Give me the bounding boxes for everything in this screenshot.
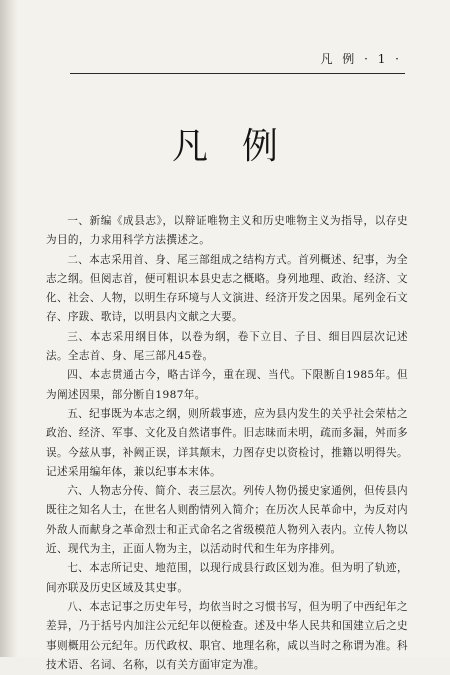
- paragraph-7: 七、本志所记史、地范围，以现行成县行政区划为准。但为明了轨迹，间亦联及历史区域及其史事。: [46, 562, 408, 594]
- paragraph-8: 八、本志记事之历史年号，均依当时之习惯书写，但为明了中西纪年之差异，乃于括号内加注公元纪年以便检查。述及中华人民共和国建立后之史事则概用公元纪年。历代政权、职官、地理名称，咸以当时之称谓为准。科技术语、名词、名称，以有关方面审定为准。: [46, 600, 408, 671]
- paragraph-6: 六、人物志分传、简介、表三层次。列传人物仍援史家通例，但传县内既往之知名人士，在世名人则酌情列入简介；在历次人民革命中，为反对内外敌人而献身之革命烈士和正式命名之省级模范人物列入表内。立传人物以近、现代为主，正面人物为主，以活动时代和生年为序排列。: [46, 485, 408, 556]
- paragraph-2: 二、本志采用首、身、尾三部组成之结构方式。首列概述、纪事，为全志之纲。但阅志首，便可粗识本县史志之概略。身列地理、政治、经济、文化、社会、人物，以明生存环境与人文演进、经济开发之因果。尾列金石文存、序跋、歌诗，以明县内文献之大要。: [46, 253, 408, 324]
- paragraph-3: 三、本志采用纲目体，以卷为纲，卷下立目、子目、细目四层次记述法。全志首、身、尾三部凡45卷。: [46, 330, 408, 363]
- running-header: 凡 例 · 1 ·: [320, 52, 402, 66]
- page-title: 凡例: [171, 126, 312, 167]
- paragraph-5: 五、纪事既为本志之纲，则所载事迹，应为县内发生的关乎社会荣枯之政治、经济、军事、文化及自然诸事件。旧志昧而未明，疏而多漏，舛而多误。今兹从事，补阙正误，详其颠末，力图存史以资检讨，推籍以明得失。记述采用编年体，兼以纪事本末体。: [46, 407, 408, 478]
- header-rule: [70, 73, 405, 74]
- binding-edge-shadow: [0, 0, 18, 657]
- paragraph-4: 四、本志贯通古今，略古详今，重在现、当代。下限断自1985年。但为阐述因果，部分断自1987年。: [46, 369, 408, 401]
- body-text: [46, 212, 408, 675]
- paragraph-1: 一、新编《成县志》，以辩证唯物主义和历史唯物主义为指导，以存史为目的，力求用科学方法撰述之。: [46, 215, 408, 247]
